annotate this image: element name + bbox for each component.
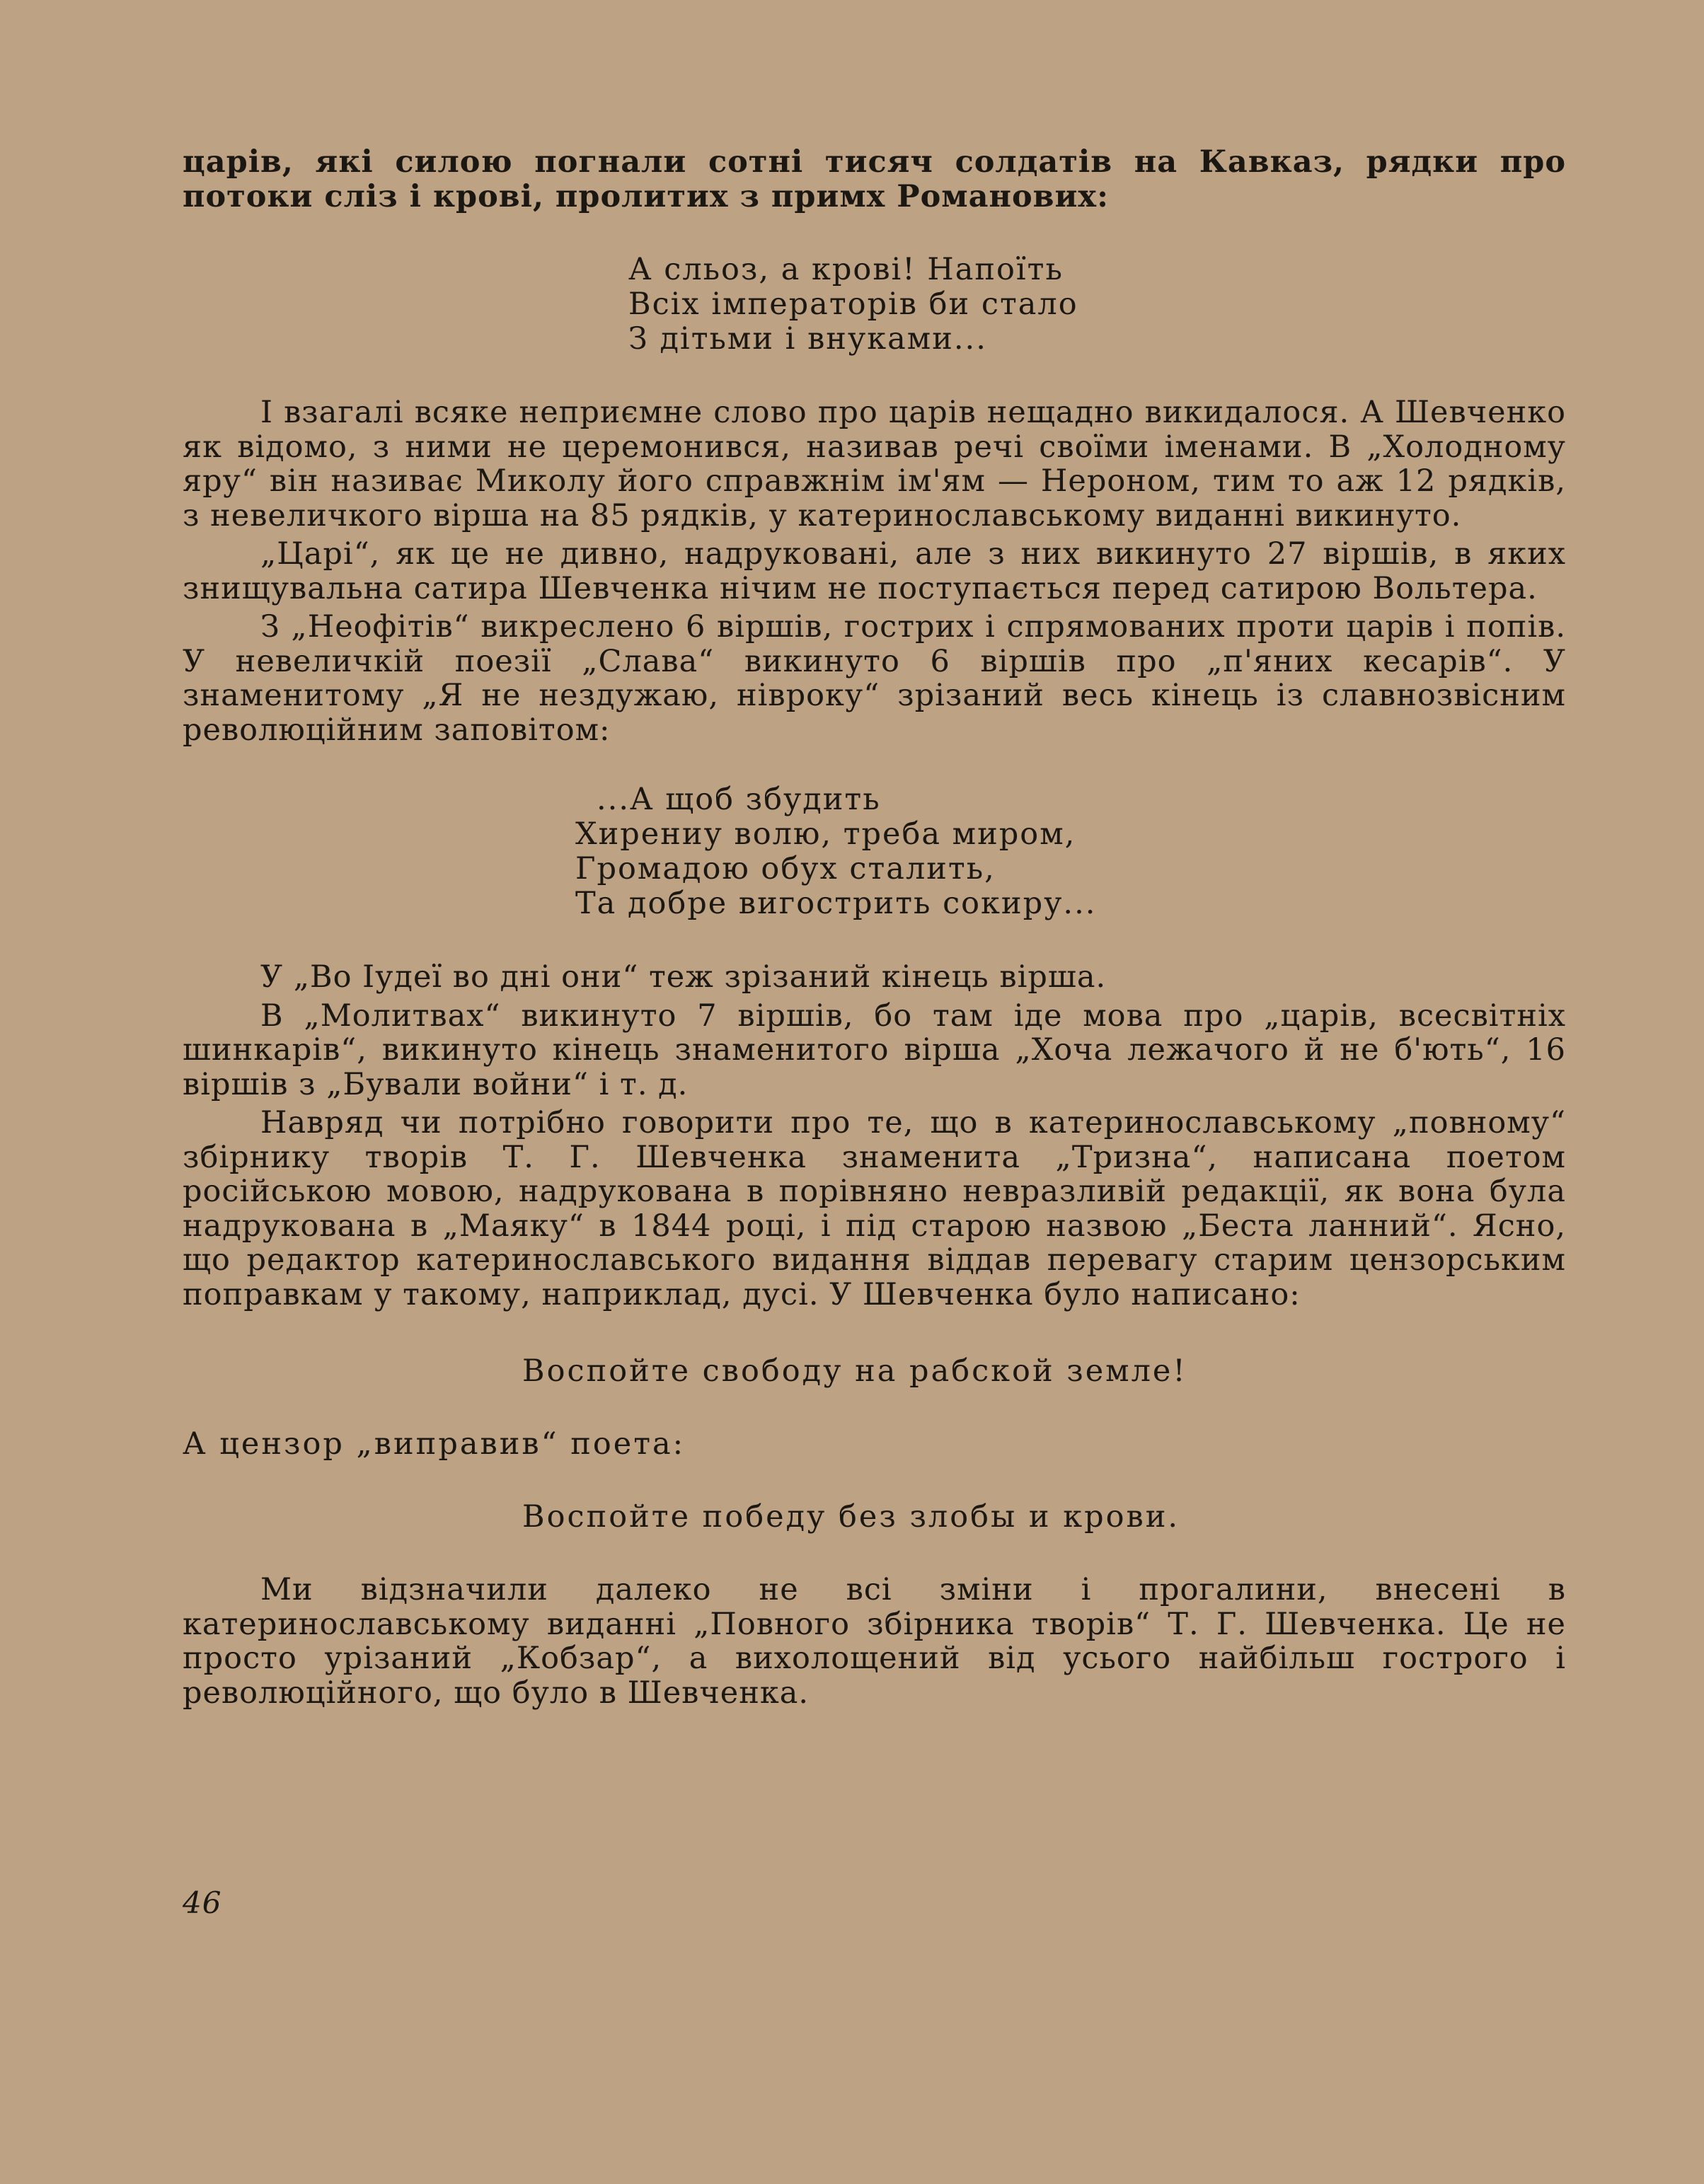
quote-original: Воспойте свободу на рабской земле! (522, 1353, 1187, 1389)
page-body (183, 145, 1566, 1710)
verse-one-line: Всіх імператорів би стало (628, 287, 1078, 322)
verse-two-line: Хирениу волю, треба миром, (575, 816, 1076, 852)
verse-one-line: А сльоз, а крові! Напоїть (628, 252, 1064, 287)
paragraph: З „Неофітів“ викреслено 6 віршів, гострих і спрямованих проти царів і попів. У невеличкій поезії „Слава“ викинуто 6 віршів про „п'яних кесарів“. У знаменитому „Я не нездужаю, нівроку“ зрізаний весь кінець із славнозвісним революційним заповітом: (183, 609, 1566, 748)
quote-censored: Воспойте победу без злобы и крови. (522, 1499, 1180, 1535)
page-number: 46 (183, 1885, 222, 1920)
paragraph: Навряд чи потрібно говорити про те, що в катеринославському „повному“ збірнику творів Т. Г. Шевченка знаменита „Тризна“, написана поетом російською мовою, надрукована в порівняно невразливій редакції, як вона була надрукована в „Маяку“ в 1844 році, і під старою назвою „Беста ланний“. Ясно, що редактор катеринославського видання віддав перевагу старим цензорським поправкам у такому, наприклад, дусі. У Шевченка було написано: (183, 1105, 1566, 1312)
verse-two-line: ...А щоб збудить (597, 782, 881, 817)
verse-two (575, 782, 1566, 921)
verse-one-line: З дітьми і внуками... (628, 321, 987, 357)
censor-line: А цензор „виправив“ поета: (183, 1426, 686, 1462)
paragraph: У „Во Іудеї во дні они“ теж зрізаний кінець вірша. (260, 959, 1107, 995)
verse-two-line: Та добре вигострить сокиру... (575, 886, 1097, 921)
paragraph: „Царі“, як це не дивно, надруковані, але з них викинуто 27 віршів, в яких знищувальна сатира Шевченка нічим не поступається перед сатирою Вольтера. (183, 536, 1566, 606)
opening-paragraph: царів, які силою погнали сотні тисяч солдатів на Кавказ, рядки про потоки сліз і крові, пролитих з примх Романових: (183, 144, 1566, 214)
verse-one (628, 253, 1566, 357)
closing-paragraph: Ми відзначили далеко не всі зміни і прогалини, внесені в катеринославському виданні „Повного збірника творів“ Т. Г. Шевченка. Це не просто урізаний „Кобзар“, а вихолощений від усього найбільш гострого і революційного, що було в Шевченка. (183, 1572, 1566, 1711)
verse-two-line: Громадою обух сталить, (575, 851, 996, 886)
paragraph: В „Молитвах“ викинуто 7 віршів, бо там іде мова про „царів, всесвітніх шинкарів“, викинуто кінець знаменитого вірша „Хоча лежачого й не б'ють“, 16 віршів з „Бували войни“ і т. д. (183, 998, 1566, 1102)
paragraph: І взагалі всяке неприємне слово про царів нещадно викидалося. А Шевченко як відомо, з ними не церемонився, називав речі своїми іменами. В „Холодному яру“ він називає Миколу його справжнім ім'ям — Нероном, тим то аж 12 рядків, з невеличкого вірша на 85 рядків, у катеринославському виданні викинуто. (183, 395, 1566, 533)
